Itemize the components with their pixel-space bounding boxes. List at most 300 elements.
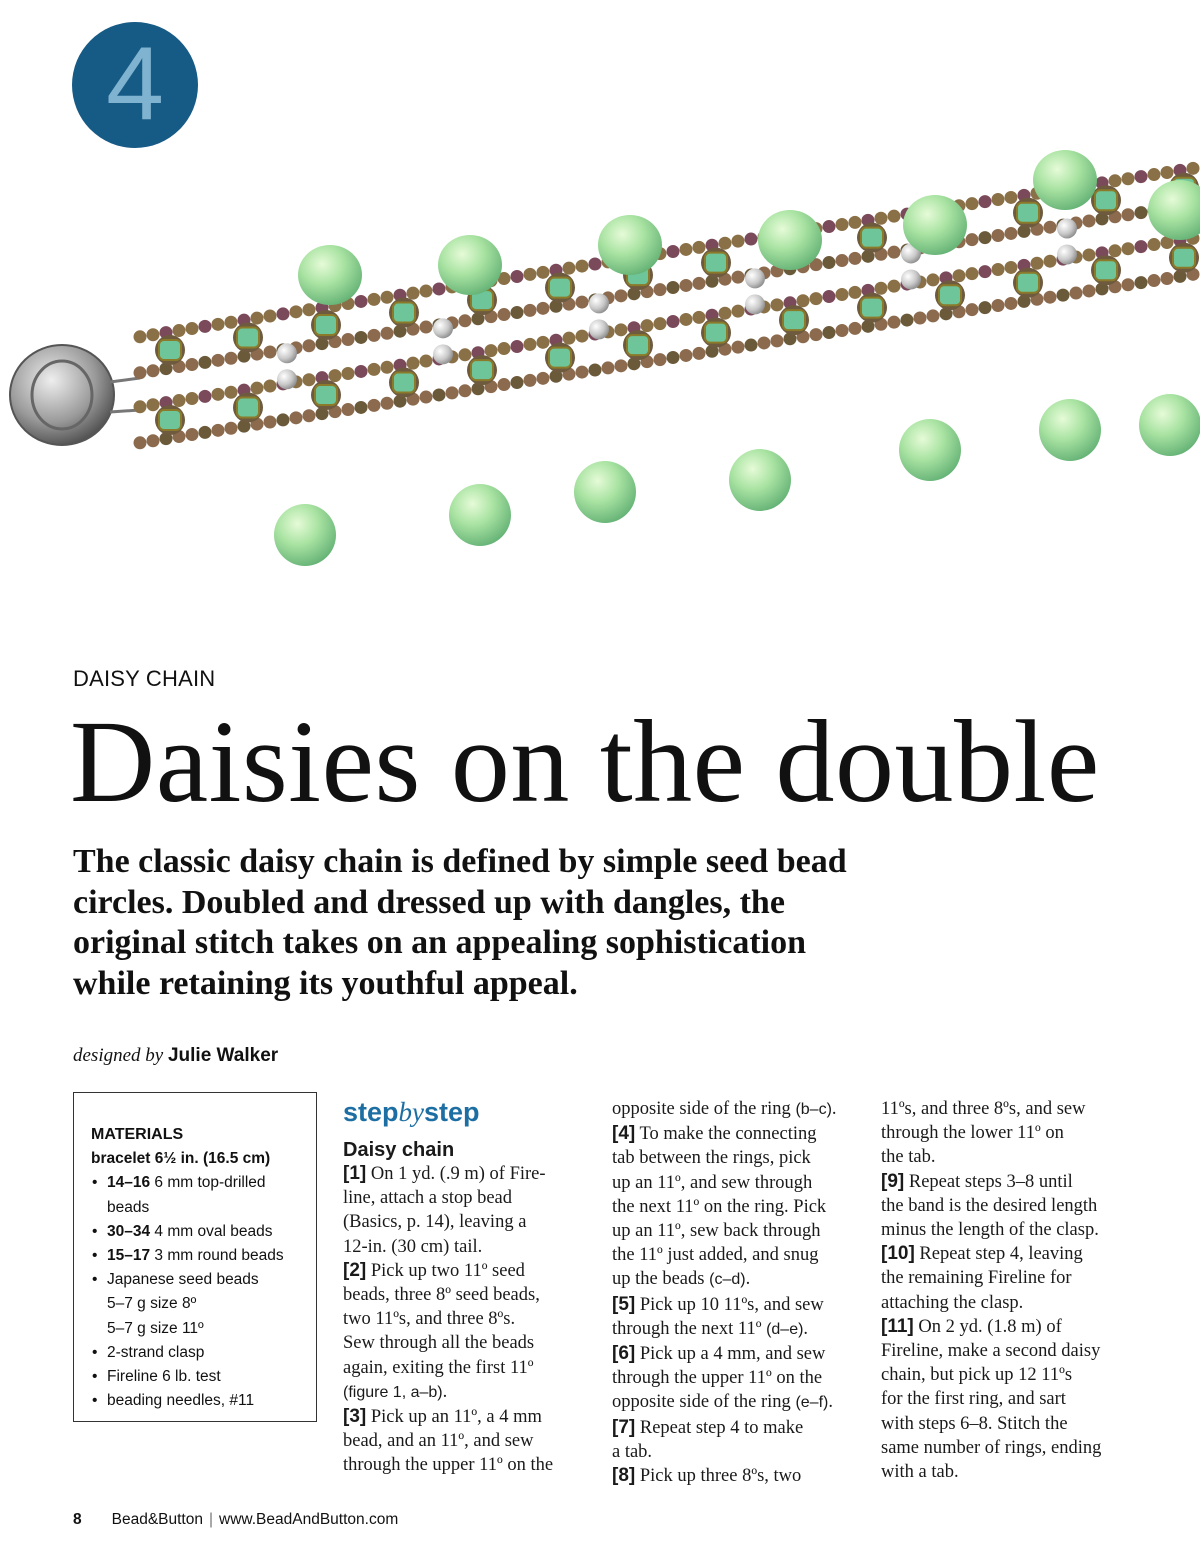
seed-bead <box>212 318 225 331</box>
text-line: [5] Pick up 10 11ºs, and sew <box>612 1293 824 1315</box>
seed-bead <box>1161 166 1174 179</box>
seed-bead <box>979 231 992 244</box>
seed-bead <box>953 269 966 282</box>
seed-bead <box>342 403 355 416</box>
seed-bead <box>797 294 810 307</box>
oval-bead <box>549 348 571 368</box>
seed-bead <box>667 351 680 364</box>
seed-bead <box>823 290 836 303</box>
text-line: beads, three 8º seed beads, <box>343 1285 540 1306</box>
seed-bead <box>654 353 667 366</box>
seed-bead <box>680 243 693 256</box>
seed-bead <box>979 195 992 208</box>
silver-bead <box>277 343 297 363</box>
seed-bead <box>1083 248 1096 261</box>
seed-bead <box>212 424 225 437</box>
seed-bead <box>537 336 550 349</box>
seed-bead <box>693 241 706 254</box>
seed-bead <box>368 399 381 412</box>
seed-bead <box>979 301 992 314</box>
seed-bead <box>1135 240 1148 253</box>
seed-bead <box>420 355 433 368</box>
text-line: bead, and an 11º, and sew <box>343 1431 534 1452</box>
instructions-column-2 <box>612 1097 862 1488</box>
seed-bead <box>342 367 355 380</box>
seed-bead <box>901 314 914 327</box>
footer-separator: | <box>208 1511 214 1528</box>
step-number-badge <box>72 22 198 148</box>
seed-bead <box>186 322 199 335</box>
seed-bead <box>1083 284 1096 297</box>
instructions-column-3 <box>881 1097 1131 1484</box>
seed-bead <box>693 311 706 324</box>
text-line: opposite side of the ring (e–f). <box>612 1392 833 1413</box>
seed-bead <box>264 346 277 359</box>
list-item-continuation: 5–7 g size 8º <box>107 1295 197 1313</box>
oval-bead <box>393 303 415 323</box>
seed-bead <box>589 364 602 377</box>
seed-bead <box>407 357 420 370</box>
seed-bead <box>524 374 537 387</box>
oval-bead <box>315 315 337 335</box>
seed-bead <box>849 216 862 229</box>
seed-bead <box>446 386 459 399</box>
drop-bead <box>598 215 662 275</box>
seed-bead <box>1005 227 1018 240</box>
text-line: with a tab. <box>881 1462 959 1483</box>
seed-bead <box>589 258 602 271</box>
seed-bead <box>576 296 589 309</box>
seed-bead <box>368 363 381 376</box>
seed-bead <box>186 392 199 405</box>
oval-bead <box>1173 248 1195 268</box>
text-line: again, exiting the first 11º <box>343 1357 534 1378</box>
seed-bead <box>342 333 355 346</box>
seed-bead <box>823 220 836 233</box>
seed-bead <box>615 289 628 302</box>
seed-bead <box>277 307 290 320</box>
silver-bead <box>745 268 765 288</box>
oval-bead <box>549 278 571 298</box>
seed-bead <box>225 386 238 399</box>
list-item: • 14–16 6 mm top-drilled <box>92 1174 266 1192</box>
seed-bead <box>498 342 511 355</box>
seed-bead <box>667 245 680 258</box>
seed-bead <box>381 291 394 304</box>
article-title: Daisies on the double <box>70 696 1100 827</box>
oval-bead <box>861 298 883 318</box>
text-line: (Basics, p. 14), leaving a <box>343 1212 527 1233</box>
seed-bead <box>147 398 160 411</box>
seed-bead <box>407 287 420 300</box>
seed-bead <box>979 265 992 278</box>
text-line: a tab. <box>612 1441 653 1462</box>
seed-bead <box>303 339 316 352</box>
seed-bead <box>992 229 1005 242</box>
seed-bead <box>1005 261 1018 274</box>
page-number: 8 <box>73 1511 82 1528</box>
seed-bead <box>368 329 381 342</box>
seed-bead <box>836 254 849 267</box>
drop-bead <box>298 245 362 305</box>
seed-bead <box>511 306 524 319</box>
drop-bead <box>899 419 961 481</box>
seed-bead <box>251 312 264 325</box>
text-line: [3] Pick up an 11º, a 4 mm <box>343 1406 542 1428</box>
seed-bead <box>966 233 979 246</box>
magazine-url: www.BeadAndButton.com <box>219 1511 399 1528</box>
seed-bead <box>875 282 888 295</box>
seed-bead <box>966 267 979 280</box>
text-line: minus the length of the clasp. <box>881 1220 1099 1241</box>
drop-bead <box>758 210 822 270</box>
seed-bead <box>381 327 394 340</box>
seed-bead <box>277 413 290 426</box>
seed-bead <box>680 349 693 362</box>
seed-bead <box>667 315 680 328</box>
seed-bead <box>1148 274 1161 287</box>
list-item: • Japanese seed beads <box>92 1271 259 1289</box>
designer-name: Julie Walker <box>167 1045 279 1066</box>
text-line: [6] Pick up a 4 mm, and sew <box>612 1343 826 1365</box>
text-line: the next 11º on the ring. Pick <box>612 1196 827 1217</box>
bracelet-illustration <box>10 150 1200 566</box>
list-item: • Fireline 6 lb. test <box>92 1368 221 1386</box>
seed-bead <box>355 365 368 378</box>
seed-bead <box>134 330 147 343</box>
drop-bead <box>1148 180 1200 240</box>
seed-bead <box>303 303 316 316</box>
seed-bead <box>888 316 901 329</box>
seed-bead <box>693 347 706 360</box>
seed-bead <box>420 391 433 404</box>
seed-bead <box>576 330 589 343</box>
byline-prefix: designed by <box>73 1045 164 1066</box>
silver-bead <box>433 344 453 364</box>
seed-bead <box>355 295 368 308</box>
seed-bead <box>511 376 524 389</box>
seed-bead <box>524 338 537 351</box>
seed-bead <box>355 331 368 344</box>
seed-bead <box>992 263 1005 276</box>
seed-bead <box>1135 276 1148 289</box>
seed-bead <box>966 197 979 210</box>
text-line: through the upper 11º on the <box>612 1368 823 1389</box>
oval-bead <box>237 328 259 348</box>
drop-bead <box>1039 399 1101 461</box>
seed-bead <box>537 372 550 385</box>
text-line: through the upper 11º on the <box>343 1455 554 1476</box>
seed-bead <box>732 305 745 318</box>
materials-heading: MATERIALS <box>91 1126 184 1143</box>
seed-bead <box>1187 162 1200 175</box>
oval-bead <box>939 285 961 305</box>
seed-bead <box>615 359 628 372</box>
seed-bead <box>1044 221 1057 234</box>
seed-bead <box>303 373 316 386</box>
seed-bead <box>563 332 576 345</box>
seed-bead <box>1148 168 1161 181</box>
stepbystep-heading: stepbystep <box>343 1097 480 1127</box>
seed-bead <box>524 268 537 281</box>
silver-bead <box>277 369 297 389</box>
seed-bead <box>1083 214 1096 227</box>
text-line: Sew through all the beads <box>343 1333 535 1354</box>
seed-bead <box>823 256 836 269</box>
oval-bead <box>471 360 493 380</box>
seed-bead <box>1122 278 1135 291</box>
seed-bead <box>225 422 238 435</box>
text-line: attaching the clasp. <box>881 1292 1024 1313</box>
seed-bead <box>1070 287 1083 300</box>
bracelet-photo <box>0 150 1200 650</box>
section-kicker: DAISY CHAIN <box>73 666 216 691</box>
seed-bead <box>771 334 784 347</box>
oval-bead <box>393 373 415 393</box>
seed-bead <box>654 317 667 330</box>
seed-bead <box>719 237 732 250</box>
seed-bead <box>303 409 316 422</box>
oval-bead <box>705 253 727 273</box>
seed-bead <box>836 218 849 231</box>
silver-bead <box>589 293 609 313</box>
text-line: same number of rings, ending <box>881 1437 1102 1458</box>
text-line: 12-in. (30 cm) tail. <box>343 1236 483 1257</box>
silver-bead <box>901 269 921 289</box>
seed-bead <box>147 328 160 341</box>
column-2-text <box>612 1097 862 1488</box>
seed-bead <box>381 397 394 410</box>
text-line: [7] Repeat step 4 to make <box>612 1416 804 1438</box>
silver-bead <box>1057 218 1077 238</box>
seed-bead <box>888 210 901 223</box>
text-line: up an 11º, sew back through <box>612 1221 821 1242</box>
seed-bead <box>641 319 654 332</box>
seed-bead <box>836 288 849 301</box>
drop-bead <box>574 461 636 523</box>
seed-bead <box>264 310 277 323</box>
page-footer <box>73 1511 398 1529</box>
text-line: with steps 6–8. Stitch the <box>881 1413 1068 1434</box>
seed-bead <box>1044 291 1057 304</box>
seed-bead <box>1005 191 1018 204</box>
seed-bead <box>420 285 433 298</box>
seed-bead <box>264 380 277 393</box>
seed-bead <box>966 303 979 316</box>
seed-bead <box>732 235 745 248</box>
seed-bead <box>498 378 511 391</box>
magazine-name: Bead&Button <box>111 1511 203 1528</box>
instructions-column-1 <box>343 1094 593 1478</box>
seed-bead <box>667 281 680 294</box>
text-line: for the first ring, and sart <box>881 1389 1066 1410</box>
materials-list <box>91 1171 316 1413</box>
seed-bead <box>693 277 706 290</box>
seed-bead <box>485 344 498 357</box>
seed-bead <box>212 354 225 367</box>
seed-bead <box>147 434 160 447</box>
text-line: through the lower 11º on <box>881 1123 1064 1144</box>
seed-bead <box>251 382 264 395</box>
text-line: [2] Pick up two 11º seed <box>343 1259 525 1281</box>
text-line: tab between the rings, pick <box>612 1148 811 1169</box>
seed-bead <box>576 260 589 273</box>
seed-bead <box>537 302 550 315</box>
text-line: up the beads (c–d). <box>612 1269 751 1290</box>
text-line: the 11º just added, and snug <box>612 1245 819 1266</box>
seed-bead <box>836 324 849 337</box>
seed-bead <box>1005 297 1018 310</box>
drop-bead <box>438 235 502 295</box>
text-line: opposite side of the ring (b–c). <box>612 1099 837 1119</box>
seed-bead <box>732 341 745 354</box>
materials-box <box>73 1092 317 1422</box>
byline <box>73 1045 278 1067</box>
seed-bead <box>992 299 1005 312</box>
seed-bead <box>719 307 732 320</box>
text-line: the tab. <box>881 1147 936 1168</box>
seed-bead <box>680 279 693 292</box>
materials-subheading: bracelet 6½ in. (16.5 cm) <box>91 1150 271 1168</box>
seed-bead <box>199 356 212 369</box>
seed-bead <box>420 321 433 334</box>
list-item-continuation: beads <box>107 1198 150 1216</box>
seed-bead <box>459 348 472 361</box>
seed-bead <box>732 271 745 284</box>
oval-bead <box>1095 190 1117 210</box>
oval-bead <box>627 335 649 355</box>
oval-bead <box>159 340 181 360</box>
seed-bead <box>212 388 225 401</box>
seed-bead <box>758 336 771 349</box>
column-3-text <box>881 1097 1131 1484</box>
drop-bead <box>1139 394 1200 456</box>
seed-bead <box>511 270 524 283</box>
list-item: • beading needles, #11 <box>92 1392 255 1410</box>
seed-bead <box>1148 238 1161 251</box>
seed-bead <box>849 286 862 299</box>
drop-bead <box>1033 150 1097 210</box>
text-line: line, attach a stop bead <box>343 1188 513 1209</box>
seed-bead <box>771 298 784 311</box>
column-1-text <box>343 1162 593 1478</box>
silver-bead <box>745 294 765 314</box>
seed-bead <box>290 305 303 318</box>
text-line: (figure 1, a–b). <box>343 1381 448 1402</box>
seed-bead <box>433 388 446 401</box>
seed-bead <box>173 324 186 337</box>
seed-bead <box>524 304 537 317</box>
seed-bead <box>511 340 524 353</box>
oval-bead <box>237 398 259 418</box>
text-line: [9] Repeat steps 3–8 until <box>881 1170 1073 1192</box>
seed-bead <box>576 366 589 379</box>
seed-bead <box>914 312 927 325</box>
oval-bead <box>159 410 181 430</box>
seed-bead <box>173 394 186 407</box>
seed-bead <box>680 313 693 326</box>
text-line: two 11ºs, and three 8ºs. <box>343 1309 516 1330</box>
seed-bead <box>459 314 472 327</box>
oval-bead <box>1017 273 1039 293</box>
text-line: up an 11º, and sew through <box>612 1172 813 1193</box>
drop-bead <box>903 195 967 255</box>
seed-bead <box>368 293 381 306</box>
seed-bead <box>329 369 342 382</box>
seed-bead <box>615 323 628 336</box>
seed-bead <box>186 358 199 371</box>
list-item: • 2-strand clasp <box>92 1343 205 1361</box>
seed-bead <box>186 428 199 441</box>
text-line: through the next 11º (d–e). <box>612 1318 809 1339</box>
clasp-loop <box>110 378 140 382</box>
text-line: [4] To make the connecting <box>612 1123 817 1145</box>
seed-bead <box>823 326 836 339</box>
drop-bead <box>449 484 511 546</box>
seed-bead <box>654 283 667 296</box>
seed-bead <box>602 361 615 374</box>
seed-bead <box>199 426 212 439</box>
seed-bead <box>888 246 901 259</box>
seed-bead <box>537 266 550 279</box>
seed-bead <box>498 308 511 321</box>
seed-bead <box>875 212 888 225</box>
silver-bead <box>433 318 453 338</box>
seed-bead <box>992 193 1005 206</box>
seed-bead <box>563 262 576 275</box>
text-line: [8] Pick up three 8ºs, two <box>612 1465 802 1487</box>
silver-bead <box>1057 244 1077 264</box>
seed-bead <box>849 322 862 335</box>
seed-bead <box>888 280 901 293</box>
seed-bead <box>459 384 472 397</box>
oval-bead <box>1017 203 1039 223</box>
text-line: chain, but pick up 12 11ºs <box>881 1365 1073 1386</box>
seed-bead <box>1044 255 1057 268</box>
seed-bead <box>264 416 277 429</box>
seed-bead <box>1161 272 1174 285</box>
drop-bead <box>274 504 336 566</box>
seed-bead <box>927 273 940 286</box>
text-line: [10] Repeat step 4, leaving <box>881 1243 1083 1265</box>
seed-bead <box>745 339 758 352</box>
seed-bead <box>147 364 160 377</box>
seed-bead <box>134 400 147 413</box>
seed-bead <box>1135 206 1148 219</box>
seed-bead <box>1031 257 1044 270</box>
oval-bead <box>315 385 337 405</box>
list-item: • 15–17 3 mm round beads <box>92 1247 284 1265</box>
seed-bead <box>1135 170 1148 183</box>
seed-bead <box>1122 172 1135 185</box>
seed-bead <box>433 282 446 295</box>
drop-bead <box>729 449 791 511</box>
oval-bead <box>705 323 727 343</box>
seed-bead <box>199 390 212 403</box>
oval-bead <box>783 310 805 330</box>
seed-bead <box>134 366 147 379</box>
seed-bead <box>810 292 823 305</box>
seed-bead <box>355 401 368 414</box>
seed-bead <box>745 233 758 246</box>
text-line: the remaining Fireline for <box>881 1268 1072 1289</box>
list-item: • 30–34 4 mm oval beads <box>92 1222 273 1240</box>
oval-bead <box>1095 260 1117 280</box>
step-number: 4 <box>106 26 164 142</box>
seed-bead <box>199 320 212 333</box>
text-line: [11] On 2 yd. (1.8 m) of <box>881 1315 1062 1337</box>
seed-bead <box>1057 289 1070 302</box>
